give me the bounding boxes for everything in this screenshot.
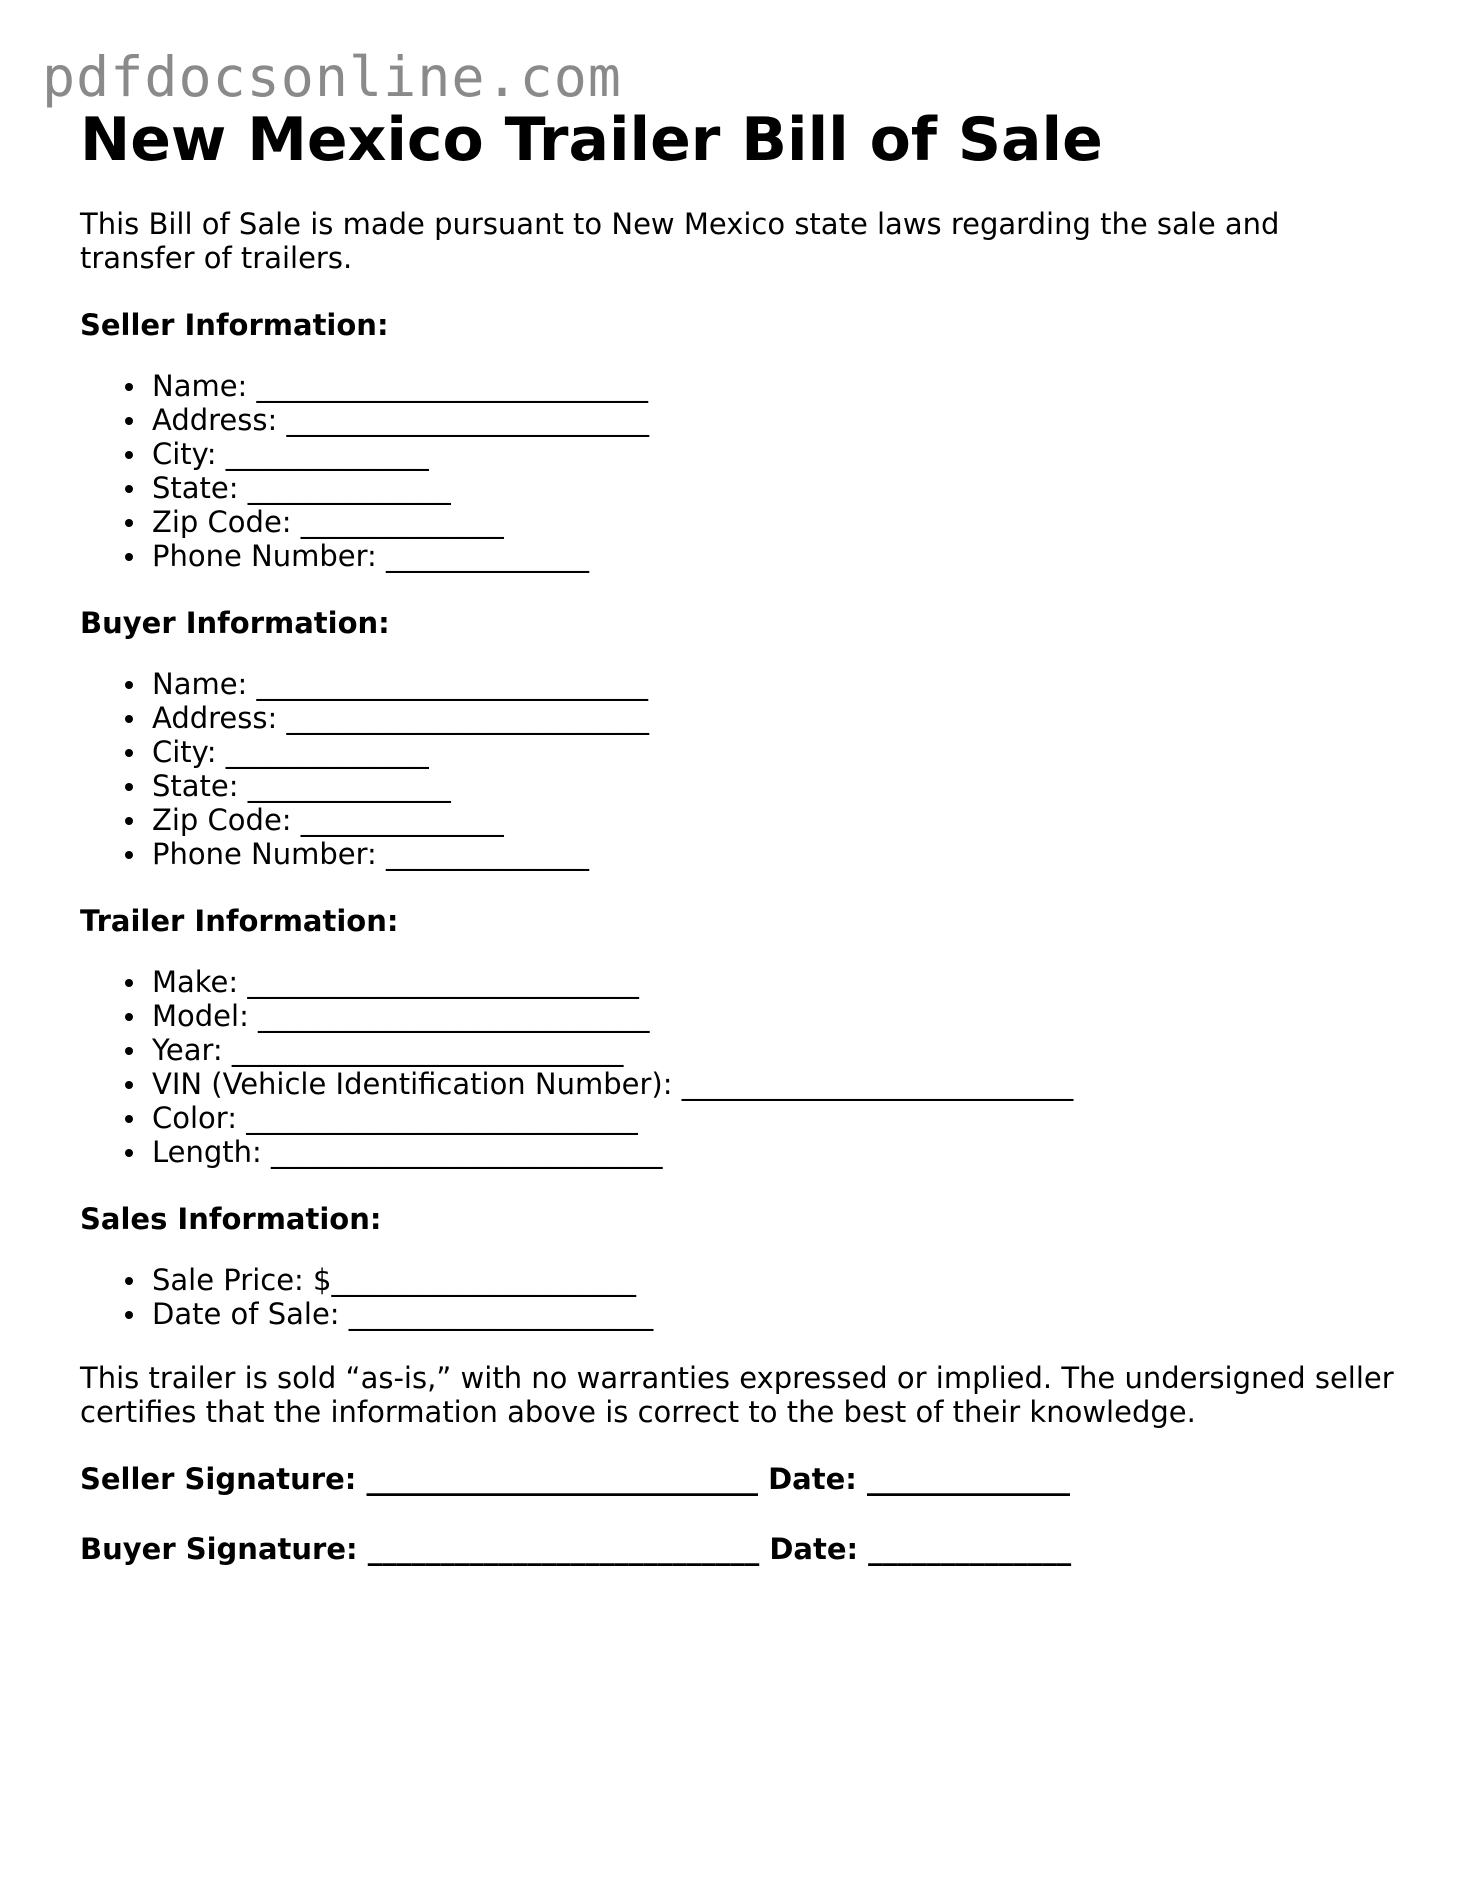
seller-fields-list	[80, 369, 1400, 573]
buyer-address-field[interactable]: Address: _________________________	[152, 701, 1400, 735]
intro-paragraph: This Bill of Sale is made pursuant to New Mexico state laws regarding the sale and transfer of trailers.	[80, 207, 1280, 275]
buyer-signature-line	[80, 1529, 1400, 1569]
buyer-signature-date-field[interactable]: Date: ______________	[769, 1532, 1072, 1566]
buyer-name-field[interactable]: Name: ___________________________	[152, 667, 1400, 701]
buyer-state-field[interactable]: State: ______________	[152, 769, 1400, 803]
seller-section-heading: Seller Information:	[80, 308, 389, 342]
buyer-phone-field[interactable]: Phone Number: ______________	[152, 837, 1400, 871]
trailer-color-field[interactable]: Color: ___________________________	[152, 1101, 1400, 1135]
buyer-zip-field[interactable]: Zip Code: ______________	[152, 803, 1400, 837]
seller-signature-date-field[interactable]: Date: ______________	[768, 1462, 1070, 1496]
as-is-notice: This trailer is sold “as-is,” with no warranties expressed or implied. The undersigned seller certifies that the information above is correct to the best of their knowledge.	[80, 1361, 1394, 1429]
sale-price-field[interactable]: Sale Price: $_____________________	[152, 1263, 1400, 1297]
trailer-length-field[interactable]: Length: ___________________________	[152, 1135, 1400, 1169]
buyer-signature-field[interactable]: Buyer Signature: ___________________________	[80, 1532, 760, 1566]
watermark: pdfdocsonline.com	[42, 45, 622, 109]
trailer-vin-field[interactable]: VIN (Vehicle Identification Number): ___________________________	[152, 1067, 1400, 1101]
seller-state-field[interactable]: State: ______________	[152, 471, 1400, 505]
trailer-year-field[interactable]: Year: ___________________________	[152, 1033, 1400, 1067]
trailer-section-heading: Trailer Information:	[80, 904, 399, 938]
seller-phone-field[interactable]: Phone Number: ______________	[152, 539, 1400, 573]
date-of-sale-field[interactable]: Date of Sale: _____________________	[152, 1297, 1400, 1331]
buyer-fields-list	[80, 667, 1400, 871]
seller-zip-field[interactable]: Zip Code: ______________	[152, 505, 1400, 539]
seller-signature-field[interactable]: Seller Signature: ___________________________	[80, 1462, 758, 1496]
sales-section-heading: Sales Information:	[80, 1202, 382, 1236]
sales-fields-list	[80, 1263, 1400, 1331]
buyer-section-heading: Buyer Information:	[80, 606, 390, 640]
page-title: New Mexico Trailer Bill of Sale	[80, 105, 1103, 175]
seller-city-field[interactable]: City: ______________	[152, 437, 1400, 471]
buyer-city-field[interactable]: City: ______________	[152, 735, 1400, 769]
trailer-make-field[interactable]: Make: ___________________________	[152, 965, 1400, 999]
document-page	[80, 100, 1400, 1569]
trailer-fields-list	[80, 965, 1400, 1169]
seller-signature-line	[80, 1459, 1400, 1499]
seller-name-field[interactable]: Name: ___________________________	[152, 369, 1400, 403]
trailer-model-field[interactable]: Model: ___________________________	[152, 999, 1400, 1033]
seller-address-field[interactable]: Address: _________________________	[152, 403, 1400, 437]
